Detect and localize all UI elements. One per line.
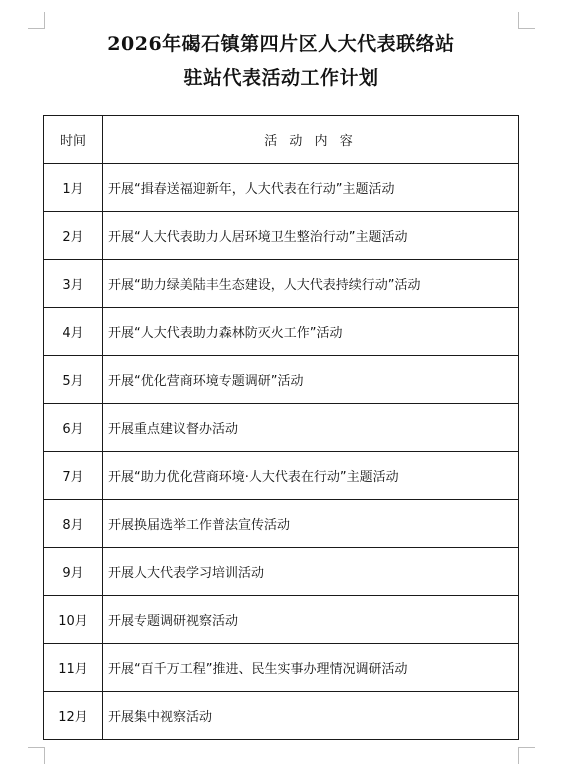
- table-header-row: [44, 116, 519, 164]
- page-corner-mark-bottom-right: [518, 747, 535, 764]
- row-month: 4月: [44, 308, 103, 356]
- table-row: [44, 308, 519, 356]
- row-activity: 开展“助力优化营商环境·人大代表在行动”主题活动: [103, 452, 519, 500]
- row-activity: 开展集中视察活动: [103, 692, 519, 740]
- table-row: [44, 260, 519, 308]
- row-month: 9月: [44, 548, 103, 596]
- row-activity: 开展专题调研视察活动: [103, 596, 519, 644]
- page-corner-mark-top-left: [28, 12, 45, 29]
- row-month: 5月: [44, 356, 103, 404]
- table-row: [44, 692, 519, 740]
- table-row: [44, 164, 519, 212]
- table-row: [44, 404, 519, 452]
- page-corner-mark-top-right: [518, 12, 535, 29]
- table-row: [44, 212, 519, 260]
- document-title-line-1: 2026年碣石镇第四片区人大代表联络站: [107, 33, 455, 55]
- page-corner-mark-bottom-left: [28, 747, 45, 764]
- table-row: [44, 500, 519, 548]
- row-month: 7月: [44, 452, 103, 500]
- row-month: 8月: [44, 500, 103, 548]
- activity-plan-table: [43, 115, 519, 740]
- document-title-line-2: 驻站代表活动工作计划: [183, 67, 379, 89]
- table-row: [44, 356, 519, 404]
- row-month: 3月: [44, 260, 103, 308]
- table-row: [44, 644, 519, 692]
- header-time: 时间: [44, 116, 103, 164]
- row-activity: 开展“助力绿美陆丰生态建设，人大代表持续行动”活动: [103, 260, 519, 308]
- row-activity: 开展“人大代表助力森林防灭火工作”活动: [103, 308, 519, 356]
- row-month: 10月: [44, 596, 103, 644]
- row-activity: 开展“优化营商环境专题调研”活动: [103, 356, 519, 404]
- row-month: 1月: [44, 164, 103, 212]
- table-row: [44, 596, 519, 644]
- row-month: 11月: [44, 644, 103, 692]
- row-month: 2月: [44, 212, 103, 260]
- row-activity: 开展“人大代表助力人居环境卫生整治行动”主题活动: [103, 212, 519, 260]
- row-month: 6月: [44, 404, 103, 452]
- row-activity: 开展重点建议督办活动: [103, 404, 519, 452]
- row-activity: 开展“揖春送福迎新年，人大代表在行动”主题活动: [103, 164, 519, 212]
- table-row: [44, 548, 519, 596]
- row-activity: 开展换届选举工作普法宣传活动: [103, 500, 519, 548]
- row-activity: 开展人大代表学习培训活动: [103, 548, 519, 596]
- row-month: 12月: [44, 692, 103, 740]
- table-row: [44, 452, 519, 500]
- header-content: 活 动 内 容: [103, 116, 519, 164]
- row-activity: 开展“百千万工程”推进、民生实事办理情况调研活动: [103, 644, 519, 692]
